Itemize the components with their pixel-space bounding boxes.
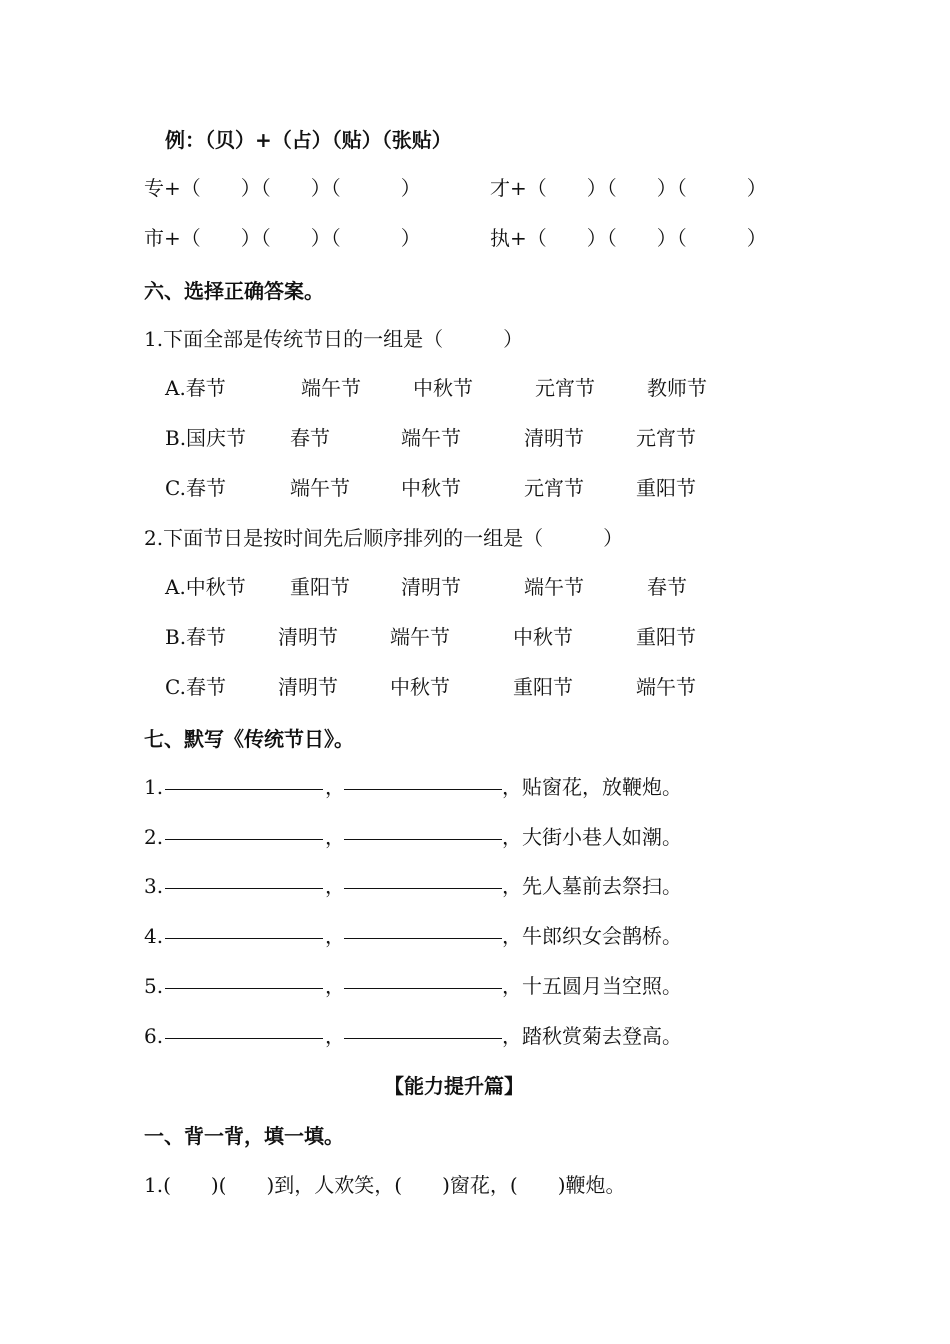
answer-blank[interactable] (344, 916, 502, 939)
option-item: 端午节 (390, 625, 450, 649)
comma: ， (325, 1024, 345, 1048)
option-item: 重阳节 (636, 625, 696, 649)
line-tail: ，贴窗花，放鞭炮。 (502, 775, 682, 799)
comma: ， (325, 974, 345, 998)
answer-blank[interactable] (165, 916, 323, 939)
comma: ， (325, 874, 345, 898)
question-1-stem: 1.下面全部是传统节日的一组是（ ） (144, 327, 524, 351)
option-label: C.春节 (165, 476, 226, 500)
line-number: 1. (144, 775, 164, 799)
option-item: 元宵节 (535, 376, 595, 400)
answer-blank[interactable] (165, 1016, 323, 1039)
dictation-line (0, 916, 950, 956)
example-text: 例：（贝）+（占）（贴）（张贴） (165, 128, 452, 152)
dictation-line (0, 866, 950, 906)
question-2-stem: 2.下面节日是按时间先后顺序排列的一组是（ ） (144, 526, 624, 550)
option-item: 元宵节 (524, 476, 584, 500)
line-number: 4. (144, 924, 164, 948)
section-7-heading: 七、默写《传统节日》。 (144, 727, 354, 751)
question-1-option-b[interactable] (0, 418, 950, 458)
radical-item-shi[interactable]: 市+（ ）（ ）（ ） (144, 226, 421, 250)
answer-blank[interactable] (165, 866, 323, 889)
option-item: 清明节 (524, 426, 584, 450)
option-label: C.春节 (165, 675, 226, 699)
comma: ， (325, 924, 345, 948)
line-number: 2. (144, 825, 164, 849)
option-label: B.春节 (165, 625, 227, 649)
dictation-line (0, 966, 950, 1006)
comma: ， (325, 825, 345, 849)
question-1-option-c[interactable] (0, 468, 950, 508)
answer-blank[interactable] (344, 966, 502, 989)
option-item: 重阳节 (636, 476, 696, 500)
answer-blank[interactable] (344, 817, 502, 840)
option-item: 中秋节 (390, 675, 450, 699)
option-item: 端午节 (636, 675, 696, 699)
dictation-line (0, 1016, 950, 1056)
option-item: 端午节 (524, 575, 584, 599)
question-2-option-a[interactable] (0, 567, 950, 607)
option-item: 教师节 (647, 376, 707, 400)
dictation-line (0, 817, 950, 857)
radical-row (0, 218, 950, 258)
answer-blank[interactable] (165, 966, 323, 989)
question-2-option-b[interactable] (0, 617, 950, 657)
dictation-line (0, 767, 950, 807)
option-item: 元宵节 (636, 426, 696, 450)
ability-title: 【能力提升篇】 (384, 1074, 524, 1098)
option-item: 端午节 (301, 376, 361, 400)
line-tail: ，十五圆月当空照。 (502, 974, 682, 998)
option-label: A.春节 (165, 376, 226, 400)
line-number: 6. (144, 1024, 164, 1048)
option-item: 重阳节 (513, 675, 573, 699)
line-tail: ，踏秋赏菊去登高。 (502, 1024, 682, 1048)
answer-blank[interactable] (344, 767, 502, 790)
option-item: 清明节 (278, 675, 338, 699)
question-1-option-a[interactable] (0, 368, 950, 408)
ability-line-1 (0, 1165, 950, 1205)
option-item: 春节 (647, 575, 687, 599)
option-label: B.国庆节 (165, 426, 247, 450)
question-2-option-c[interactable] (0, 667, 950, 707)
radical-row (0, 168, 950, 208)
option-item: 端午节 (290, 476, 350, 500)
option-item: 春节 (290, 426, 330, 450)
option-item: 清明节 (278, 625, 338, 649)
option-item: 端午节 (401, 426, 461, 450)
line-tail: ，牛郎织女会鹊桥。 (502, 924, 682, 948)
option-item: 中秋节 (401, 476, 461, 500)
line-number: 5. (144, 974, 164, 998)
answer-blank[interactable] (344, 866, 502, 889)
line-number: 3. (144, 874, 164, 898)
answer-blank[interactable] (344, 1016, 502, 1039)
option-item: 重阳节 (290, 575, 350, 599)
option-item: 清明节 (401, 575, 461, 599)
ability-heading: 一、背一背，填一填。 (144, 1124, 344, 1148)
answer-blank[interactable] (165, 817, 323, 840)
answer-blank[interactable] (165, 767, 323, 790)
comma: ， (325, 775, 345, 799)
section-6-heading: 六、选择正确答案。 (144, 279, 324, 303)
line-tail: ，先人墓前去祭扫。 (502, 874, 682, 898)
option-label: A.中秋节 (165, 575, 246, 599)
fill-in-line[interactable]: 1.( )( )到，人欢笑，( )窗花，( )鞭炮。 (144, 1173, 626, 1197)
line-tail: ，大街小巷人如潮。 (502, 825, 682, 849)
radical-item-zhi[interactable]: 执+（ ）（ ）（ ） (490, 226, 767, 250)
radical-item-zhuan[interactable]: 专+（ ）（ ）（ ） (144, 176, 421, 200)
option-item: 中秋节 (413, 376, 473, 400)
radical-item-cai[interactable]: 才+（ ）（ ）（ ） (490, 176, 767, 200)
example-line (0, 120, 950, 160)
option-item: 中秋节 (513, 625, 573, 649)
